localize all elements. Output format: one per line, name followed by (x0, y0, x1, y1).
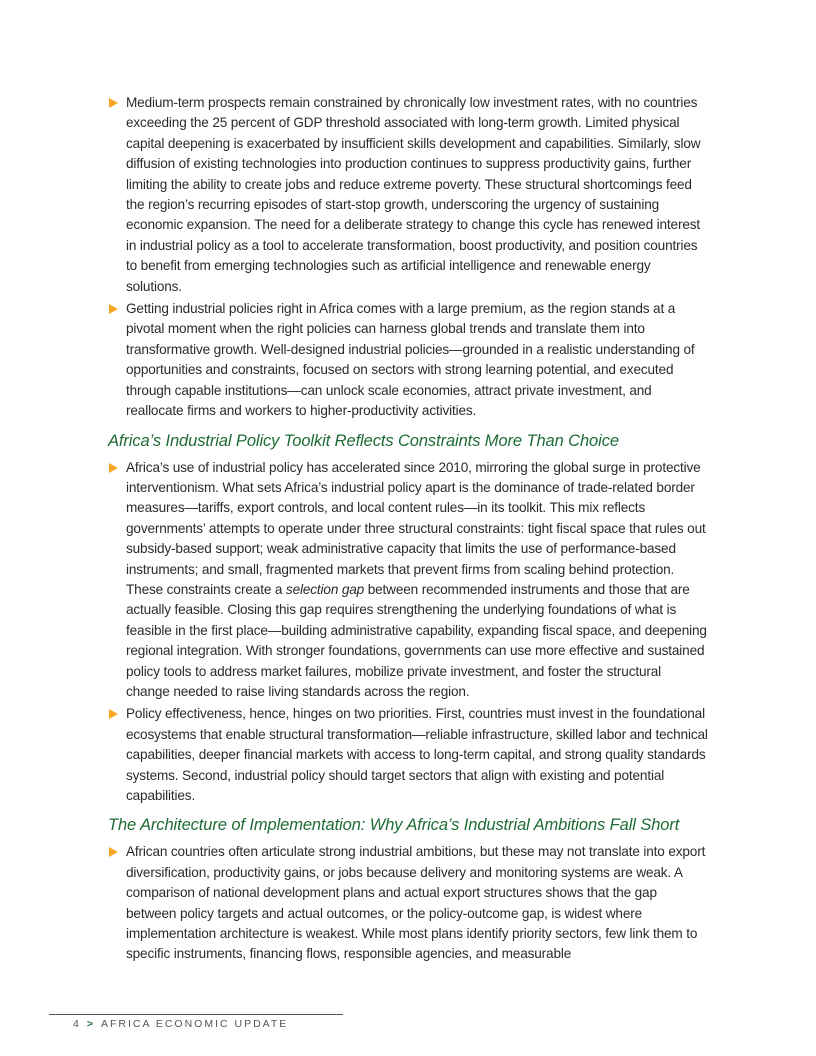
bullet-triangle-icon (109, 98, 118, 108)
section-heading: Africa’s Industrial Policy Toolkit Reflects Constraints More Than Choice (108, 431, 619, 450)
publication-title: AFRICA ECONOMIC UPDATE (100, 1018, 289, 1030)
bullet-triangle-icon (109, 709, 118, 719)
chevron-right-icon: > (86, 1018, 95, 1030)
bullet-paragraph: Africa’s use of industrial policy has accelerated since 2010, mirroring the global surge in protective interventionism. What sets Africa’s industrial policy apart is the dominance of trade-related border measures—tariffs, export controls, and local content rules—in its toolkit. This mix reflects governments’ attempts to operate under three structural constraints: tight fiscal space that rules out subsidy-based support; weak administrative capacity that limits the use of performance-based instruments; and small, fragmented markets that prevent firms from scaling behind protection. These constraints create a selection gap between recommended instruments and those that are actually feasible. Closing this gap requires strengthening the underlying foundations of what is feasible in the first place—building administrative capability, expanding fiscal space, and deepening regional integration. With stronger foundations, governments can use more effective and sustained policy tools to address market failures, mobilize private investment, and foster the structural change needed to raise living standards across the region. (108, 458, 708, 703)
page-number: 4 (73, 1018, 81, 1030)
section-heading: The Architecture of Implementation: Why Africa’s Industrial Ambitions Fall Short (108, 816, 680, 835)
page-footer (73, 1018, 288, 1030)
bullet-paragraph: Medium-term prospects remain constrained by chronically low investment rates, with no countries exceeding the 25 percent of GDP threshold associated with long-term growth. Limited physical capital deepening is exacerbated by insufficient skills development and capabilities. Similarly, slow diffusion of existing technologies into production continues to suppress productivity gains, further limiting the ability to create jobs and reduce extreme poverty. These structural shortcomings feed the region’s recurring episodes of start-stop growth, underscoring the urgency of sustaining economic expansion. The need for a deliberate strategy to change this cycle has renewed interest in industrial policy as a tool to accelerate transformation, boost productivity, and position countries to benefit from emerging technologies such as artificial intelligence and renewable energy solutions. (108, 93, 708, 297)
italic-term: selection gap (285, 581, 365, 597)
bullet-paragraph: Getting industrial policies right in Africa comes with a large premium, as the region stands at a pivotal moment when the right policies can harness global trends and translate them into transformative growth. Well-designed industrial policies—grounded in a realistic understanding of opportunities and constraints, focused on sectors with strong learning potential, and executed through capable institutions—can unlock scale economies, attract private investment, and reallocate firms and workers to higher-productivity activities. (108, 299, 708, 421)
bullet-triangle-icon (109, 463, 118, 473)
bullet-paragraph: Policy effectiveness, hence, hinges on two priorities. First, countries must invest in the foundational ecosystems that enable structural transformation—reliable infrastructure, skilled labor and technical capabilities, deeper financial markets with access to long-term capital, and strong quality standards systems. Second, industrial policy should target sectors that align with existing and potential capabilities. (108, 704, 708, 806)
bullet-paragraph: African countries often articulate strong industrial ambitions, but these may not translate into export diversification, productivity gains, or jobs because delivery and monitoring systems are weak. A comparison of national development plans and actual export structures shows that the gap between policy targets and actual outcomes, or the policy-outcome gap, is widest where implementation architecture is weakest. While most plans identify priority sectors, few link them to specific instruments, financing flows, responsible agencies, and measurable (108, 842, 708, 964)
bullet-triangle-icon (109, 304, 118, 314)
bullet-triangle-icon (109, 847, 118, 857)
document-body (108, 93, 708, 967)
footer-rule (49, 1014, 343, 1015)
